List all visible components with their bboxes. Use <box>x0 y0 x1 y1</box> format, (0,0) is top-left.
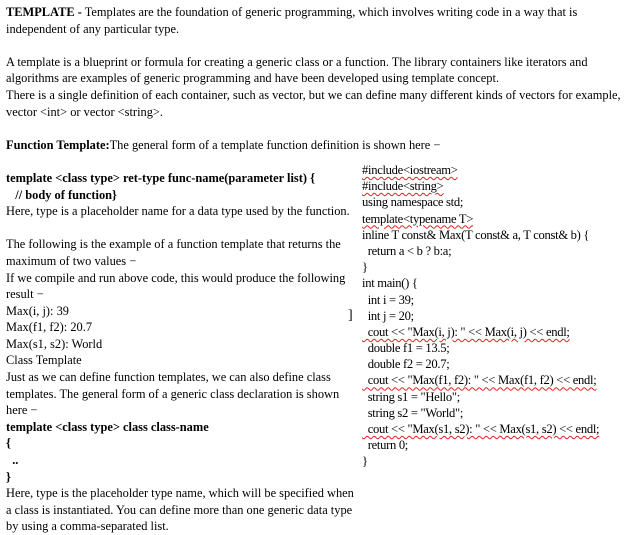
code-line-5: inline T const& Max(T const& a, T const& b) { <box>362 227 590 242</box>
code-line-4: template<typename T> <box>362 211 474 226</box>
function-template-heading <box>6 137 632 154</box>
container-paragraph: There is a single definition of each container, such as vector, but we can define many different kinds of vectors for example, vector <int> or vector <string>. <box>6 87 621 119</box>
result-3: Max(s1, s2): World <box>6 336 103 351</box>
code-screenshot <box>362 162 634 470</box>
code-line-18: return 0; <box>362 438 409 453</box>
code-line-7: } <box>362 260 368 275</box>
intro-paragraph <box>6 4 632 37</box>
class-syntax-line2: { <box>6 436 11 451</box>
code-line-12: double f1 = 13.5; <box>362 341 450 356</box>
code-line-9: int i = 39; <box>362 292 414 307</box>
stray-bracket: ] <box>348 308 353 323</box>
class-note: Here, type is the placeholder type name, which will be specified when a class is instantiated. You can define more than one generic data type by using a comma-separated list. <box>6 486 354 534</box>
class-template-title: Class Template <box>6 353 82 368</box>
class-template-text: Just as we can define function templates, we can also define class templates. The general form of a generic class declaration is shown here − <box>6 370 340 418</box>
code-line-8: int main() { <box>362 276 418 291</box>
function-template-label: Function Template: <box>6 137 110 152</box>
function-note: Here, type is a placeholder name for a data type used by the function. <box>6 204 350 219</box>
compile-note: If we compile and run above code, this would produce the following result − <box>6 270 346 302</box>
code-line-16: string s2 = "World"; <box>362 405 464 420</box>
code-line-10: int j = 20; <box>362 308 414 323</box>
result-2: Max(f1, f2): 20.7 <box>6 320 93 335</box>
code-line-6: return a < b ? b:a; <box>362 243 452 258</box>
intro-text: Templates are the foundation of generic programming, which involves writing code in a way that is independent of any particular type. <box>6 5 578 36</box>
code-line-19: } <box>362 454 368 469</box>
class-syntax-line1: template <class type> class class-name <box>6 419 209 434</box>
code-line-17: cout << "Max(s1, s2): " << Max(s1, s2) << endl; <box>362 422 600 436</box>
function-syntax-line2: // body of function} <box>6 187 117 202</box>
code-line-11: cout << "Max(i, j): " << Max(i, j) << endl; <box>362 324 570 339</box>
left-column <box>6 170 358 535</box>
function-template-text: The general form of a template function definition is shown here − <box>109 137 441 152</box>
result-1: Max(i, j): 39 <box>6 303 69 318</box>
class-syntax-line3: .. <box>6 453 19 468</box>
function-syntax-line1: template <class type> ret-type func-name(parameter list) { <box>6 170 315 185</box>
code-line-14: cout << "Max(f1, f2): " << Max(f1, f2) << endl; <box>362 373 597 388</box>
code-line-15: string s1 = "Hello"; <box>362 389 460 404</box>
code-line-13: double f2 = 20.7; <box>362 357 450 372</box>
blueprint-paragraph: A template is a blueprint or formula for creating a generic class or a function. The library containers like iterators and algorithms are examples of generic programming and have been developed using template concept. <box>6 54 588 86</box>
code-line-3: using namespace std; <box>362 195 464 210</box>
intro-lead: TEMPLATE - <box>6 5 82 19</box>
example-intro: The following is the example of a function template that returns the maximum of two values − <box>6 237 341 268</box>
code-line-2: #include<string> <box>362 179 444 194</box>
class-syntax-line4: } <box>6 469 11 484</box>
code-line-1: #include<iostream> <box>362 163 458 177</box>
